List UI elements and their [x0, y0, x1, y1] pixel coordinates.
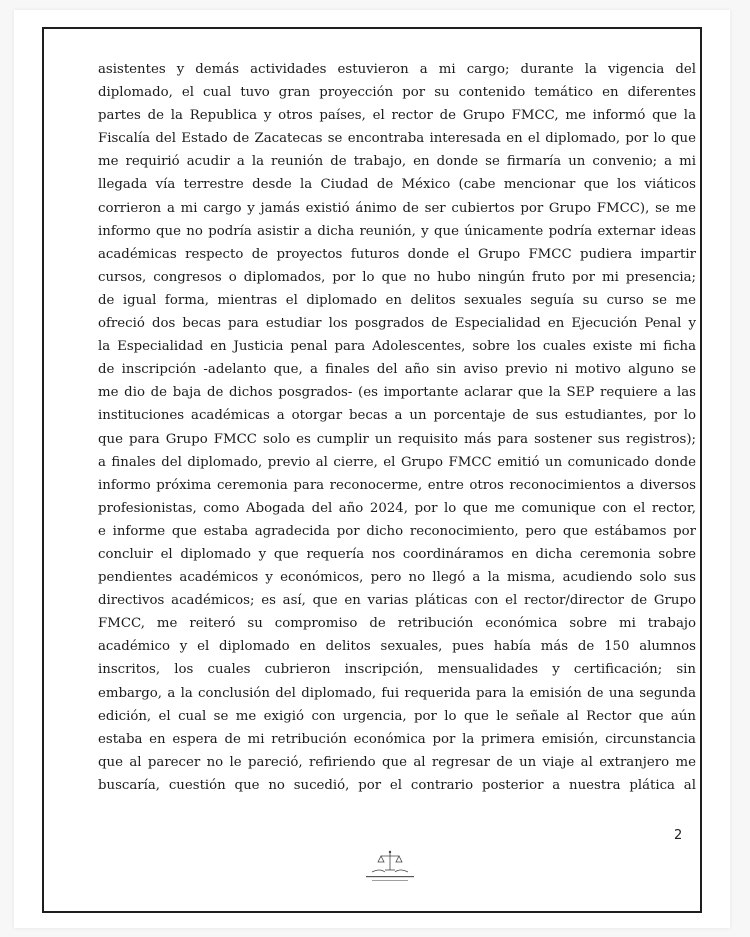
document-page — [14, 10, 730, 928]
text-line: de inscripción -adelanto que, a finales del año sin aviso previo ni motivo alguno se — [98, 362, 696, 378]
text-line: embargo, a la conclusión del diplomado, fui requerida para la emisión de una segunda — [98, 685, 696, 701]
text-line: informo que no podría asistir a dicha reunión, y que únicamente podría externar ideas — [98, 223, 696, 239]
text-line: concluir el diplomado y que requería nos coordináramos en dicha ceremonia sobre — [98, 546, 696, 562]
text-line: ofreció dos becas para estudiar los posgrados de Especialidad en Ejecución Penal y — [98, 316, 696, 332]
text-line: directivos académicos; es así, que en varias pláticas con el rector/director de Grupo — [98, 593, 696, 609]
text-line: partes de la Republica y otros países, el rector de Grupo FMCC, me informó que la — [98, 108, 696, 124]
text-line: académico y el diplomado en delitos sexuales, pues había más de 150 alumnos — [98, 639, 696, 655]
scales-of-justice-icon — [350, 848, 430, 888]
text-line: inscritos, los cuales cubrieron inscripción, mensualidades y certificación; sin — [98, 662, 696, 678]
text-line: cursos, congresos o diplomados, por lo que no hubo ningún fruto por mi presencia; — [98, 269, 696, 285]
text-line: profesionistas, como Abogada del año 2024, por lo que me comunique con el rector, — [98, 500, 696, 516]
text-line: me requirió acudir a la reunión de trabajo, en donde se firmaría un convenio; a mi — [98, 154, 696, 170]
text-line: FMCC, me reiteró su compromiso de retribución económica sobre mi trabajo — [98, 616, 696, 632]
text-line: asistentes y demás actividades estuvieron a mi cargo; durante la vigencia del — [98, 62, 696, 77]
text-line: que para Grupo FMCC solo es cumplir un requisito más para sostener sus registros); — [98, 431, 696, 447]
text-line: a finales del diplomado, previo al cierre, el Grupo FMCC emitió un comunicado donde — [98, 454, 696, 470]
text-line: que al parecer no le pareció, refiriendo que al regresar de un viaje al extranjero me — [98, 754, 696, 770]
text-line: estaba en espera de mi retribución económica por la primera emisión, circunstancia — [98, 731, 696, 747]
text-line: e informe que estaba agradecida por dicho reconocimiento, pero que estábamos por — [98, 523, 696, 539]
text-line: de igual forma, mientras el diplomado en delitos sexuales seguía su curso se me — [98, 292, 696, 308]
text-line: informo próxima ceremonia para reconocerme, entre otros reconocimientos a diversos — [98, 477, 696, 493]
text-line: corrieron a mi cargo y jamás existió ánimo de ser cubiertos por Grupo FMCC), se me — [98, 200, 696, 216]
text-line: pendientes académicos y económicos, pero no llegó a la misma, acudiendo solo sus — [98, 570, 696, 586]
text-line: buscaría, cuestión que no sucedió, por el contrario posterior a nuestra plática al — [98, 777, 696, 793]
page-number: 2 — [674, 828, 683, 843]
text-line: académicas respecto de proyectos futuros donde el Grupo FMCC pudiera impartir — [98, 246, 696, 262]
text-line: llegada vía terrestre desde la Ciudad de México (cabe mencionar que los viáticos — [98, 177, 696, 193]
text-line: diplomado, el cual tuvo gran proyección por su contenido temático en diferentes — [98, 85, 696, 101]
text-line: la Especialidad en Justicia penal para Adolescentes, sobre los cuales existe mi ficha — [98, 339, 696, 355]
body-text — [98, 58, 696, 797]
law-office-seal-logo — [350, 848, 430, 888]
text-line: me dio de baja de dichos posgrados- (es importante aclarar que la SEP requiere a las — [98, 385, 696, 401]
text-line: edición, el cual se me exigió con urgencia, por lo que le señale al Rector que aún — [98, 708, 696, 724]
text-line: Fiscalía del Estado de Zacatecas se encontraba interesada en el diplomado, por lo que — [98, 131, 696, 147]
text-line: instituciones académicas a otorgar becas a un porcentaje de sus estudiantes, por lo — [98, 408, 696, 424]
